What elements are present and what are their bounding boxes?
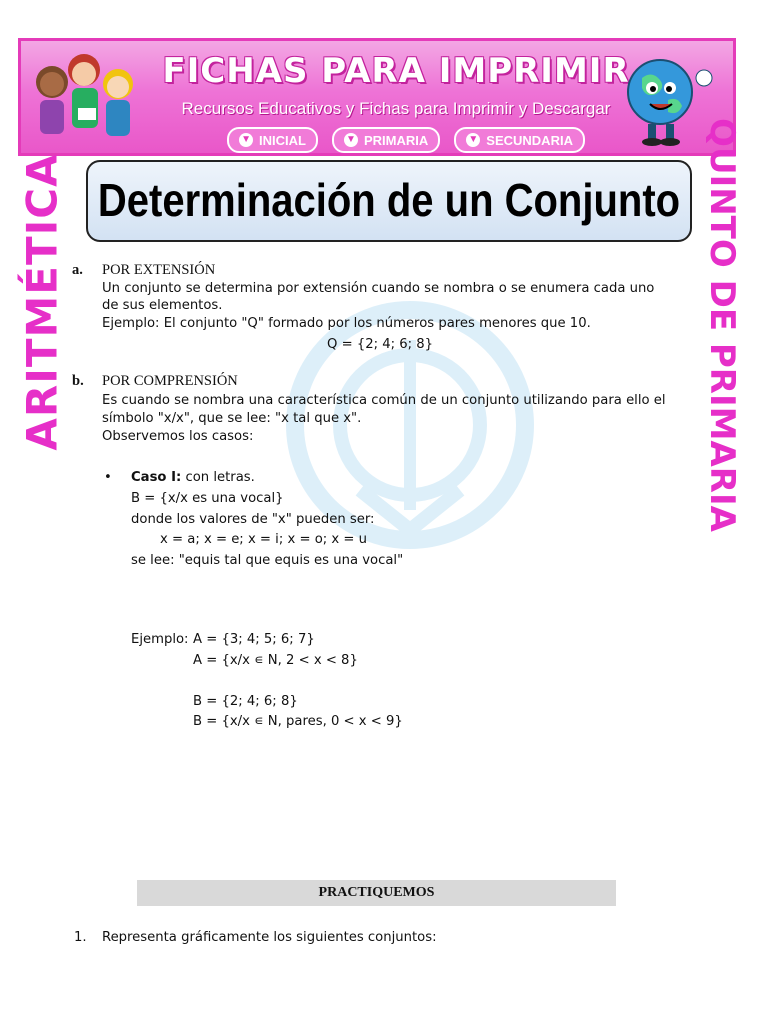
nav-label: SECUNDARIA — [486, 132, 573, 148]
page-title-box — [86, 160, 692, 242]
nav-inicial[interactable] — [227, 127, 318, 153]
case-1-line3: x = a; x = e; x = i; x = o; x = u — [160, 532, 368, 547]
section-a-example: Ejemplo: El conjunto "Q" formado por los números pares menores que 10. — [102, 316, 591, 331]
example-label: Ejemplo: — [131, 632, 189, 647]
arrow-down-icon: ▼ — [239, 133, 253, 147]
grade-text: QUINTO DE PRIMARIA — [702, 118, 742, 532]
case-1-line4: se lee: "equis tal que equis es una vocal" — [131, 553, 404, 568]
arrow-down-icon: ▼ — [344, 133, 358, 147]
section-b-heading: POR COMPRENSIÓN — [102, 373, 238, 389]
arrow-down-icon: ▼ — [466, 133, 480, 147]
section-a-heading: POR EXTENSIÓN — [102, 262, 216, 278]
subject-label — [14, 153, 70, 451]
example-a1: A = {3; 4; 5; 6; 7} — [193, 632, 315, 647]
section-b-line2: símbolo "x/x", que se lee: "x tal que x". — [102, 411, 362, 426]
practice-heading: PRACTIQUEMOS — [137, 880, 616, 906]
page-title: Determinación de un Conjunto — [97, 175, 681, 226]
nav-primaria[interactable] — [332, 127, 440, 153]
grade-label — [696, 118, 748, 532]
site-subtitle: Recursos Educativos y Fichas para Imprimir y Descargar — [181, 99, 611, 118]
example-a2: A = {x/x ∊ N, 2 < x < 8} — [193, 653, 358, 668]
subject-text: ARITMÉTICA — [17, 153, 67, 451]
section-b-line3: Observemos los casos: — [102, 429, 254, 444]
section-a-formula: Q = {2; 4; 6; 8} — [327, 337, 434, 352]
case-1-line1: B = {x/x es una vocal} — [131, 491, 284, 506]
case-1-label: Caso I: — [131, 470, 182, 485]
case-1-title — [131, 469, 255, 486]
site-title: FICHAS PARA IMPRIMIR — [162, 51, 630, 91]
section-a-marker: a. — [72, 262, 83, 278]
case-1-line2: donde los valores de "x" pueden ser: — [131, 512, 375, 527]
nav-bar — [181, 127, 631, 151]
nav-label: PRIMARIA — [364, 132, 429, 148]
practice-item-number: 1. — [74, 930, 87, 945]
bullet-icon: • — [104, 470, 112, 485]
kids-illustration-icon — [22, 44, 147, 152]
nav-secundaria[interactable] — [454, 127, 585, 153]
section-a-line1: Un conjunto se determina por extensión cuando se nombra o se enumera cada uno — [102, 281, 655, 296]
example-b1: B = {2; 4; 6; 8} — [193, 694, 298, 709]
practice-item-text: Representa gráficamente los siguientes conjuntos: — [102, 930, 437, 945]
nav-label: INICIAL — [259, 132, 306, 148]
case-1-label-rest: con letras. — [181, 470, 255, 485]
section-a-line2: de sus elementos. — [102, 298, 223, 313]
section-b-marker: b. — [72, 373, 84, 389]
example-b2: B = {x/x ∊ N, pares, 0 < x < 9} — [193, 714, 403, 729]
section-b-line1: Es cuando se nombra una característica común de un conjunto utilizando para ello el — [102, 393, 666, 408]
